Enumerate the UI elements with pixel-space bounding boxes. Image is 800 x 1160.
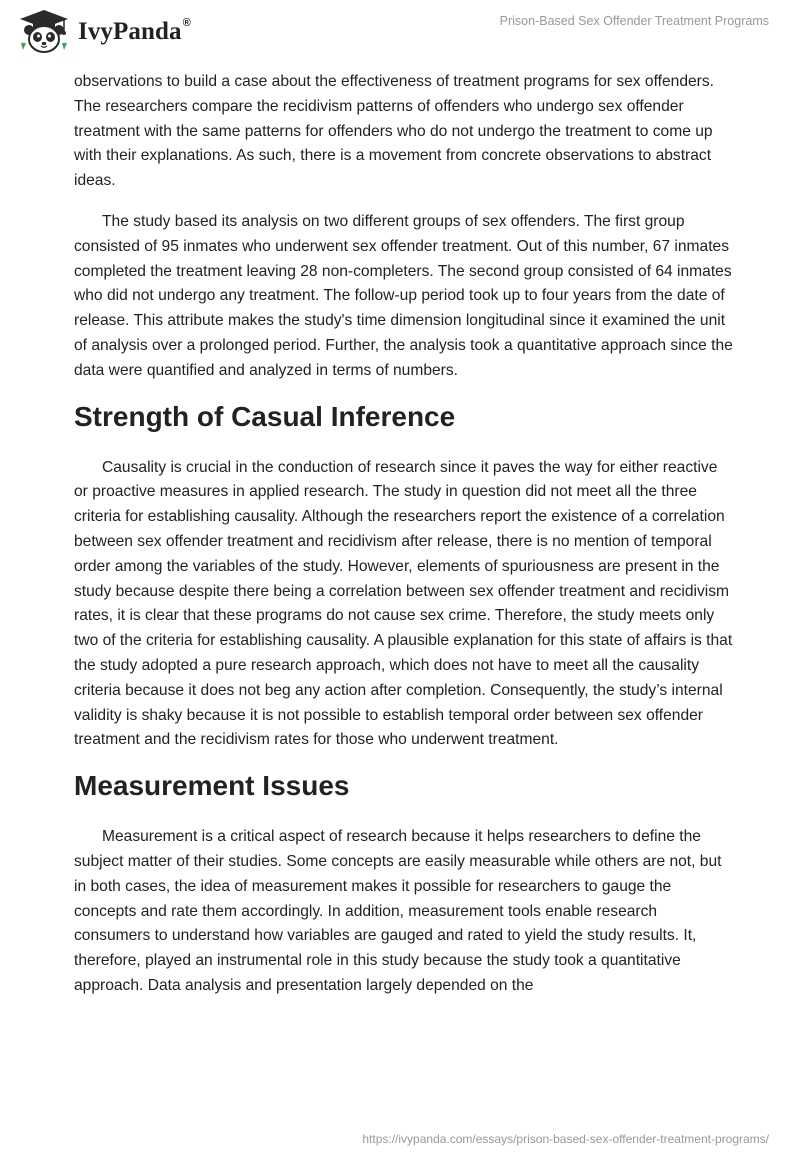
- document-title: Prison-Based Sex Offender Treatment Programs: [499, 14, 769, 28]
- logo[interactable]: [16, 8, 191, 54]
- panda-mascot-icon: [16, 8, 72, 54]
- source-url[interactable]: https://ivypanda.com/essays/prison-based-sex-offender-treatment-programs/: [362, 1132, 769, 1146]
- section-heading: Measurement Issues: [74, 770, 350, 802]
- paragraph: Measurement is a critical aspect of research because it helps researchers to define the subject matter of their studies. Some concepts are easily measurable while others are not, but in both cases, the idea of measurement makes it possible for researchers to gauge the concepts and rate them accordingly. In addition, measurement tools enable research consumers to understand how variables are gauged and rated to yield the study results. It, therefore, played an instrumental role in this study because the study took a quantitative approach. Data analysis and presentation largely depended on the: [74, 828, 722, 994]
- paragraph: The study based its analysis on two different groups of sex offenders. The first group consisted of 95 inmates who underwent sex offender treatment. Out of this number, 67 inmates completed the treatment leaving 28 non-completers. The second group consisted of 64 inmates who did not undergo any treatment. The follow-up period took up to four years from the date of release. This attribute makes the study's time dimension longitudinal since it examined the unit of analysis over a prolonged period. Further, the analysis took a quantitative approach since the data were quantified and analyzed in terms of numbers.: [74, 212, 733, 379]
- brand-name: IvyPanda®: [78, 16, 191, 45]
- page-header: [0, 0, 800, 64]
- article-body: [74, 70, 734, 1015]
- paragraph: observations to build a case about the effectiveness of treatment programs for sex offenders. The researchers compare the recidivism patterns of offenders who undergo sex offender treatment with the same patterns for offenders who do not undergo the treatment to come up with their explanations. As such, there is a movement from concrete observations to abstract ideas.: [74, 73, 714, 190]
- section-heading: Strength of Casual Inference: [74, 400, 456, 432]
- paragraph: Causality is crucial in the conduction of research since it paves the way for either reactive or proactive measures in applied research. The study in question did not meet all the three criteria for establishing causality. Although the researchers report the existence of a correlation between sex offender treatment and recidivism after release, there is no mention of temporal order among the variables of the study. However, elements of spuriousness are present in the study because despite there being a correlation between sex offender treatment and recidivism rates, it is clear that these programs do not cause sex crime. Therefore, the study meets only two of the criteria for establishing causality. A plausible explanation for this state of affairs is that the study adopted a pure research approach, which does not have to meet all the causality criteria because it does not beg any action after completion. Consequently, the study’s internal validity is shaky because it is not possible to establish temporal order between sex offender treatment and the recidivism rates for those who underwent treatment.: [74, 458, 733, 749]
